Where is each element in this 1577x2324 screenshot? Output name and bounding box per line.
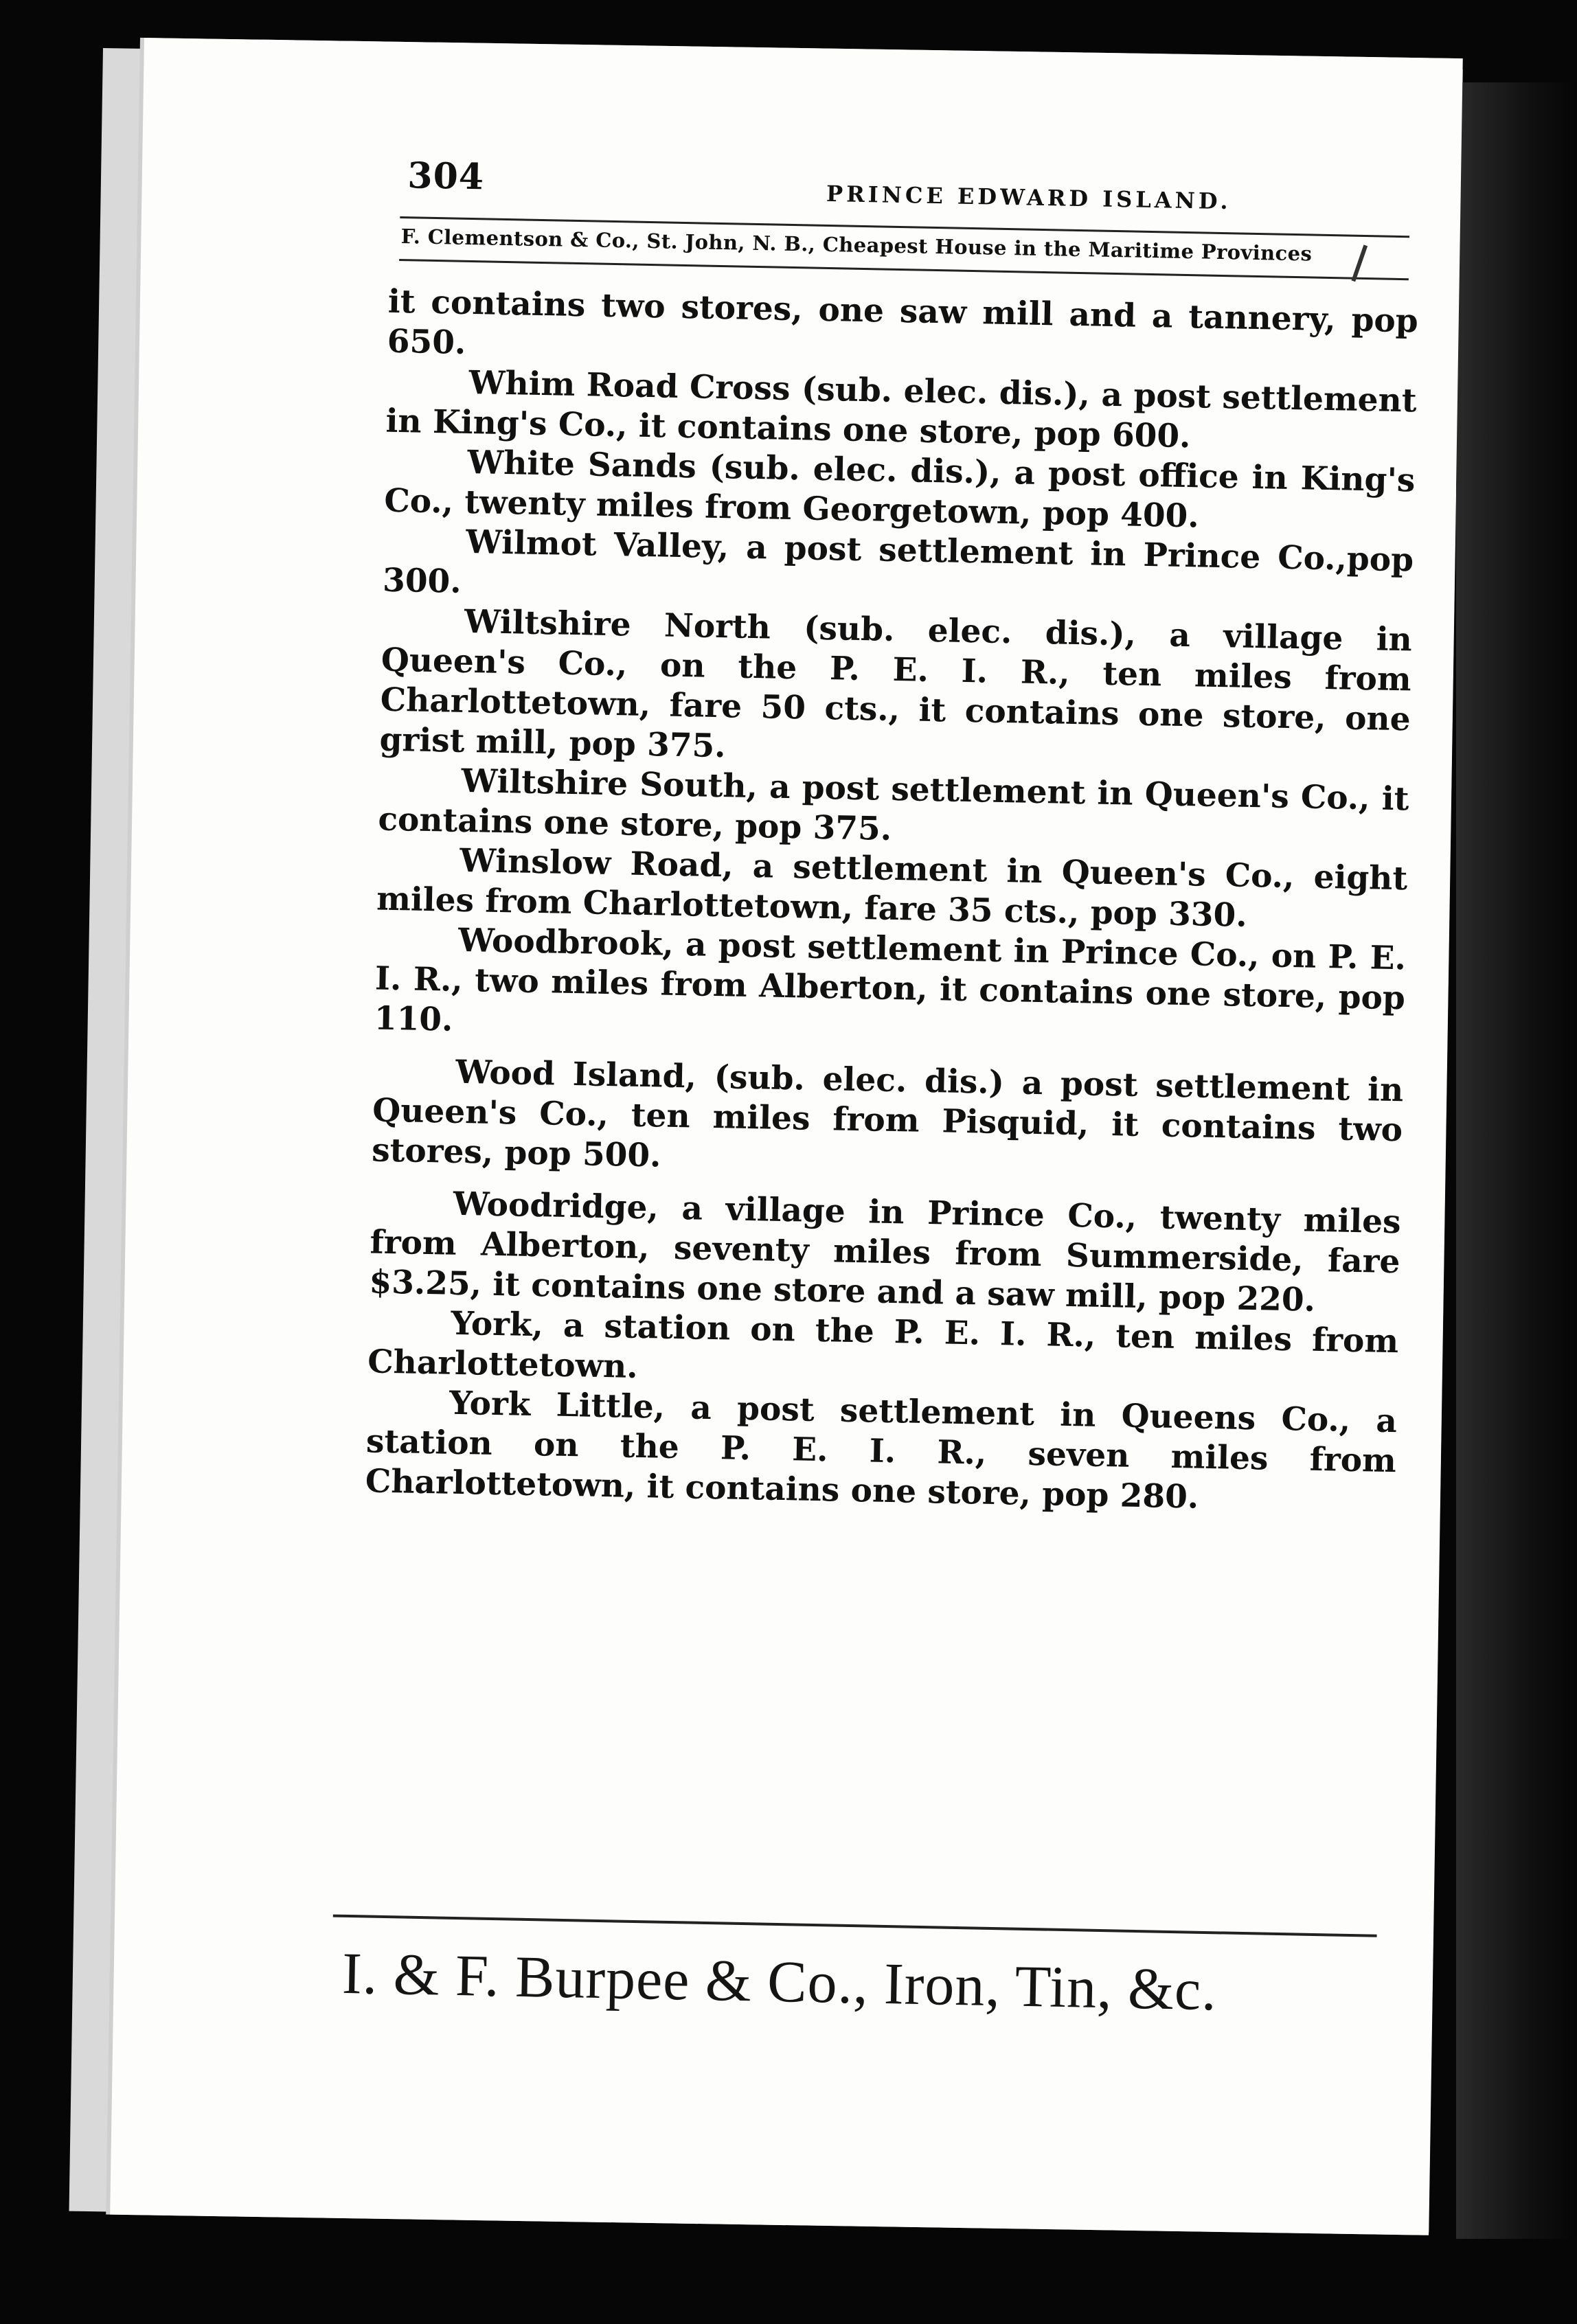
entry-wiltshire-south: Wiltshire South, a post settlement in Queen's Co., it contains one store, pop 375. (377, 762, 1409, 848)
entry-wood-island: Wood Island, (sub. elec. dis.) a post settlement in Queen's Co., ten miles from Pisquid, it contains two stores, pop 500. (371, 1053, 1404, 1175)
entry-whim-road-cross: Whim Road Cross (sub. elec. dis.), a post settlement in King's Co., it contains one store, pop 600. (385, 363, 1417, 456)
bottom-advertisement: I. & F. Burpee & Co., Iron, Tin, &c. (341, 1939, 1218, 2023)
entry-white-sands: White Sands (sub. elec. dis.), a post office in King's Co., twenty miles from Georgetown, pop 400. (383, 443, 1416, 536)
entry-york: York, a station on the P. E. I. R., ten miles from Charlottetown. (367, 1304, 1399, 1386)
top-advertisement: F. Clementson & Co., St. John, N. B., Cheapest House in the Maritime Provinces (400, 225, 1313, 266)
entry-wiltshire-north: Wiltshire North (sub. elec. dis.), a village in Queen's Co., on the P. E. I. R., ten miles from Charlottetown, fare 50 cts., it contains one store, one grist mill, pop 375. (379, 602, 1413, 766)
binding-shadow (1456, 82, 1577, 2239)
gazetteer-entries (365, 282, 1418, 1521)
entry-woodridge: Woodridge, a village in Prince Co., twenty miles from Alberton, seventy miles from Summerside, fare $3.25, it contains one store and a saw mill, pop 220. (369, 1185, 1402, 1319)
running-title: PRINCE EDWARD ISLAND. (826, 180, 1232, 215)
entry-woodbrook: Woodbrook, a post settlement in Prince Co., on P. E. I. R., two miles from Alberton, it contains one store, pop 110. (374, 921, 1407, 1039)
entry-york-little: York Little, a post settlement in Queens Co., a station on the P. E. I. R., seven miles from Charlottetown, it contains one store, pop 280. (365, 1384, 1398, 1516)
entry-winslow-road: Winslow Road, a settlement in Queen's Co., eight miles from Charlottetown, fare 35 cts., pop 330. (376, 841, 1408, 935)
entry-continuation: it contains two stores, one saw mill and a tannery, pop 650. (387, 282, 1419, 362)
entry-wilmot-valley: Wilmot Valley, a post settlement in Prince Co.,pop 300. (382, 523, 1414, 601)
page-number: 304 (407, 155, 485, 198)
